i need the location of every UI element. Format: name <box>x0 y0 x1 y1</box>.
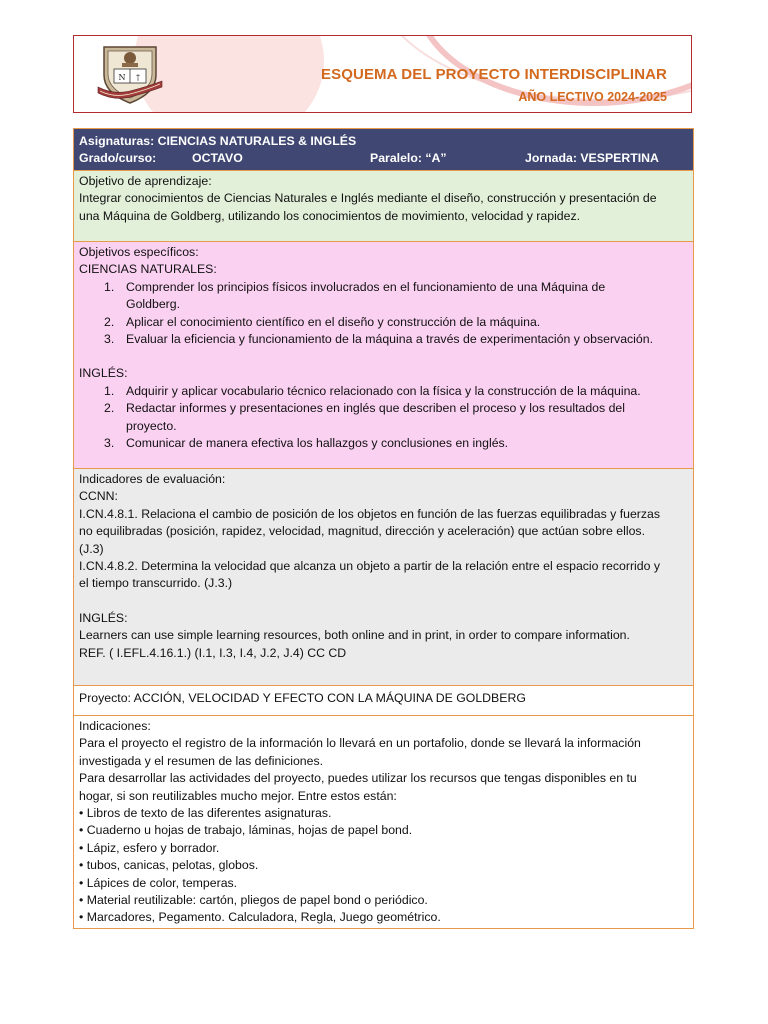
english-heading: INGLÉS: <box>79 366 128 381</box>
indicator-line: (J.3) <box>79 541 104 556</box>
indicator-line: REF. ( I.EFL.4.16.1.) (I.1, I.3, I.4, J.2, J.4) CC CD <box>79 645 347 660</box>
grade-label: Grado/curso: <box>79 151 157 165</box>
school-year: AÑO LECTIVO 2024-2025 <box>518 90 667 104</box>
parallel-label: Paralelo: “A” <box>370 151 447 165</box>
learning-objective-heading: Objetivo de aprendizaje: <box>79 174 212 188</box>
natural-sciences-heading: CIENCIAS NATURALES: <box>79 262 217 277</box>
school-crest-icon <box>94 41 166 107</box>
list-item <box>79 435 688 452</box>
list-number: 1. <box>104 279 115 294</box>
list-number: 2. <box>104 314 115 329</box>
indicator-line: I.CN.4.8.1. Relaciona el cambio de posición de los objetos en función de las fuerzas equilibradas y fuerzas <box>79 506 661 521</box>
english-indicators-heading: INGLÉS: <box>79 610 128 625</box>
list-item-text: Comprender los principios físicos involucrados en el funcionamiento de una Máquina de <box>126 279 606 294</box>
list-item-text: Comunicar de manera efectiva los hallazgos y conclusiones en inglés. <box>126 436 509 451</box>
document-header <box>73 35 692 113</box>
list-item-text: Goldberg. <box>126 297 181 312</box>
list-number: 3. <box>104 436 115 451</box>
list-item-text: Evaluar la eficiencia y funcionamiento de la máquina a través de experimentación y observación. <box>126 332 654 347</box>
project-title: Proyecto: ACCIÓN, VELOCIDAD Y EFECTO CON LA MÁQUINA DE GOLDBERG <box>79 691 526 705</box>
project-title-section <box>74 685 693 715</box>
list-item-text: Redactar informes y presentaciones en inglés que describen el proceso y los resultados del <box>126 401 625 416</box>
list-item <box>79 400 688 435</box>
objective-line: una Máquina de Goldberg, utilizando los conocimientos de movimiento, velocidad y rapidez. <box>79 208 581 223</box>
instruction-line: investigada y el resumen de las definiciones. <box>79 753 324 768</box>
list-item <box>79 331 688 348</box>
instruction-line: Para desarrollar las actividades del proyecto, puedes utilizar los recursos que tengas disponibles en tu <box>79 771 637 786</box>
list-number: 2. <box>104 401 115 416</box>
instructions-heading: Indicaciones: <box>79 719 151 733</box>
shift-label: Jornada: VESPERTINA <box>525 151 659 165</box>
list-item-text: Adquirir y aplicar vocabulario técnico relacionado con la física y la construcción de la máquina. <box>126 383 641 398</box>
indicator-line: I.CN.4.8.2. Determina la velocidad que alcanza un objeto a partir de la relación entre el espacio recorrido y <box>79 559 661 574</box>
list-item <box>79 383 688 400</box>
materials-bullet: • Lápices de color, temperas. <box>79 875 238 890</box>
list-number: 3. <box>104 332 115 347</box>
materials-bullet: • Material reutilizable: cartón, pliegos de papel bond o periódico. <box>79 893 428 908</box>
materials-bullet: • Cuaderno u hojas de trabajo, láminas, hojas de papel bond. <box>79 823 413 838</box>
svg-text:N: N <box>118 73 126 82</box>
objective-line: Integrar conocimientos de Ciencias Naturales e Inglés mediante el diseño, construcción y presentación de <box>79 191 657 206</box>
ccnn-heading: CCNN: <box>79 489 118 504</box>
list-number: 1. <box>104 383 115 398</box>
list-item-text: proyecto. <box>126 418 177 433</box>
evaluation-indicators-section <box>74 468 693 685</box>
indicator-line: el tiempo transcurrido. (J.3.) <box>79 576 233 591</box>
materials-bullet: • Libros de texto de las diferentes asignaturas. <box>79 806 332 821</box>
specific-objectives-heading: Objetivos específicos: <box>79 245 199 259</box>
english-list <box>79 383 688 453</box>
subject-info-row <box>74 128 693 170</box>
instruction-line: Para el proyecto el registro de la información lo llevará en un portafolio, donde se llevará la información <box>79 736 641 751</box>
instructions-section <box>74 715 693 928</box>
document-title: ESQUEMA DEL PROYECTO INTERDISCIPLINAR <box>321 66 667 83</box>
materials-bullet: • Lápiz, esfero y borrador. <box>79 840 220 855</box>
indicator-line: no equilibradas (posición, rapidez, velocidad, magnitud, dirección y aceleración) que actúan sobre ellos. <box>79 524 645 539</box>
svg-text:†: † <box>136 73 140 82</box>
natural-sciences-list <box>79 279 688 349</box>
grade-value: OCTAVO <box>192 151 243 165</box>
instruction-line: hogar, si son reutilizables mucho mejor. Entre estos están: <box>79 788 397 803</box>
materials-bullet: • tubos, canicas, pelotas, globos. <box>79 858 259 873</box>
subjects-label: Asignaturas: CIENCIAS NATURALES & INGLÉS <box>79 134 357 148</box>
indicators-heading: Indicadores de evaluación: <box>79 472 226 486</box>
learning-objective-section <box>74 170 693 241</box>
project-table <box>73 128 694 929</box>
materials-bullet: • Marcadores, Pegamento. Calculadora, Regla, Juego geométrico. <box>79 910 441 925</box>
list-item <box>79 279 688 314</box>
list-item-text: Aplicar el conocimiento científico en el diseño y construcción de la máquina. <box>126 314 541 329</box>
specific-objectives-section <box>74 241 693 468</box>
indicator-line: Learners can use simple learning resources, both online and in print, in order to compare information. <box>79 628 630 643</box>
list-item <box>79 314 688 331</box>
